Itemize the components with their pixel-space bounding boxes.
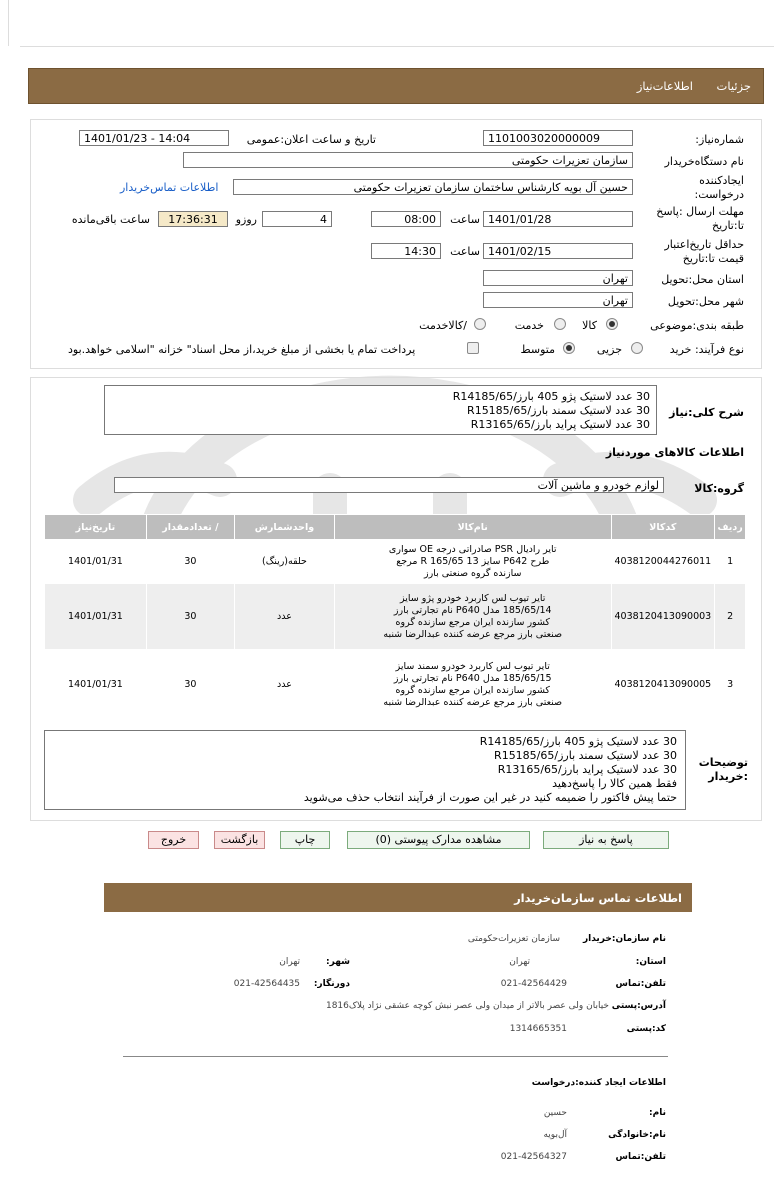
contact-phone-label: تلفن:تماس: [615, 979, 666, 989]
org-field: سازمان تعزیرات حکومتی: [183, 152, 633, 168]
deadline-time-field: 08:00: [371, 211, 441, 227]
notes-box: [44, 730, 686, 810]
cell-unit: عدد: [234, 650, 334, 720]
creator-phone-label: تلفن:تماس: [615, 1152, 666, 1162]
category-label: طبقه بندی:موضوعی: [650, 319, 744, 332]
table-row: [45, 584, 746, 650]
items-table: [44, 514, 746, 720]
cell-name: تایر تیوب لس کاربرد خودرو سمند سایز 185/65/15 مدل P640 نام تجارتی بارز کشور سازنده ایران مرجع سازنده گروه صنعتی بارز مرجع عرضه کننده عبدالرضا شنبه: [334, 650, 611, 720]
province-label: استان محل:تحویل: [661, 273, 744, 286]
notes-line: 30 عدد لاستیک پراید بارز/R13165/65: [497, 763, 677, 776]
process-label: نوع فرآیند: خرید: [669, 343, 744, 356]
goods-group-field: لوازم خودرو و ماشین آلات: [114, 477, 664, 493]
contact-header: [104, 883, 692, 912]
contact-address-label: آدرس:پستی: [611, 1001, 666, 1011]
contact-province-value: تهران: [509, 957, 530, 967]
creator-info-title: اطلاعات ایجاد کننده:درخواست: [531, 1078, 666, 1088]
cell-row: 1: [715, 540, 746, 584]
contact-city-label: شهر:: [326, 957, 350, 967]
cell-date: 1401/01/31: [45, 584, 147, 650]
city-field: تهران: [483, 292, 633, 308]
col-code: کدکالا: [611, 515, 715, 540]
category-goods-label: کالا: [582, 319, 597, 332]
cell-qty: 30: [146, 540, 234, 584]
cell-qty: 30: [146, 650, 234, 720]
process-medium-label: متوسط: [520, 343, 555, 356]
back-button[interactable]: بازگشت: [214, 831, 265, 849]
contact-fax-label: دورنگار:: [313, 979, 350, 989]
col-unit: واحدشمارش: [234, 515, 334, 540]
contact-postal-label: کد:پستی: [626, 1024, 666, 1034]
summary-line: 30 عدد لاستیک پژو 405 بارز/R14185/65: [452, 390, 650, 403]
cell-name: تایر رادیال PSR صادراتی درجه OE سواری طرح P642 سایز R 165/65 13 مرجع سازنده گروه صنعتی بارز: [334, 540, 611, 584]
print-button[interactable]: چاپ: [280, 831, 330, 849]
col-name: نام‌کالا: [334, 515, 611, 540]
remaining-label: ساعت باقی‌مانده: [71, 213, 150, 226]
tab-need-info[interactable]: اطلاعات‌نیاز: [636, 79, 693, 93]
validity-time-field: 14:30: [371, 243, 441, 259]
process-minor-label: جزیی: [596, 343, 622, 356]
cell-qty: 30: [146, 584, 234, 650]
creator-family-value: آل‌بویه: [543, 1130, 567, 1140]
summary-line: 30 عدد لاستیک پراید بارز/R13165/65: [470, 418, 650, 431]
validity-time-label: ساعت: [450, 245, 480, 258]
notes-line: حتما پیش فاکتور را ضمیمه کنید در غیر این صورت از فرآیند انتخاب حذف می‌شوید: [303, 791, 677, 804]
category-service-label: خدمت: [514, 319, 544, 332]
cell-code: 4038120413090005: [611, 650, 715, 720]
contact-divider: [123, 1056, 668, 1057]
announce-label: تاریخ و ساعت اعلان:عمومی: [246, 133, 376, 146]
deadline-time-label: ساعت: [450, 213, 480, 226]
days-field: 4: [262, 211, 332, 227]
validity-label: حداقل تاریخ‌اعتبار قیمت تا:تاریخ: [664, 238, 744, 265]
contact-city-value: تهران: [279, 957, 300, 967]
notes-label: توضیحات :خریدار: [698, 756, 748, 783]
announce-field: 1401/01/23 - 14:04: [79, 130, 229, 146]
creator-label: ایجادکننده درخواست:: [694, 174, 744, 201]
cell-date: 1401/01/31: [45, 650, 147, 720]
contact-fax-value: 021-42564435: [233, 979, 300, 989]
reply-button[interactable]: پاسخ به نیاز: [543, 831, 669, 849]
buyer-contact-link[interactable]: اطلاعات تماس‌خریدار: [120, 181, 219, 194]
remaining-time-field: 17:36:31: [158, 211, 228, 227]
category-both-label: /کالاخدمت: [419, 319, 467, 332]
contact-org-label: نام سازمان:خریدار: [582, 934, 666, 944]
top-divider: [20, 46, 774, 47]
tab-bar: [28, 68, 764, 104]
category-radio-service[interactable]: [554, 318, 566, 330]
top-left-line: [8, 0, 9, 46]
category-radio-both[interactable]: [474, 318, 486, 330]
category-radio-goods[interactable]: [606, 318, 618, 330]
notes-line: 30 عدد لاستیک پژو 405 بارز/R14185/65: [479, 735, 677, 748]
treasury-checkbox[interactable]: [467, 342, 479, 354]
col-row: ردیف: [715, 515, 746, 540]
goods-group-label: گروه:کالا: [694, 482, 744, 495]
creator-family-label: نام:خانوادگی: [608, 1130, 666, 1140]
cell-row: 3: [715, 650, 746, 720]
creator-name-value: حسین: [543, 1108, 567, 1118]
contact-province-label: استان:: [635, 957, 666, 967]
need-number-field: 1101003020000009: [483, 130, 633, 146]
creator-phone-value: 021-42564327: [500, 1152, 567, 1162]
col-qty: / تعدادمقدار: [146, 515, 234, 540]
org-label: نام دستگاه‌خریدار: [664, 155, 744, 168]
notes-line: 30 عدد لاستیک سمند بارز/R15185/65: [494, 749, 677, 762]
days-label: روزو: [235, 213, 257, 226]
creator-field: حسین آل بویه کارشناس ساختمان سازمان تعزیرات حکومتی: [233, 179, 633, 195]
deadline-date-field: 1401/01/28: [483, 211, 633, 227]
validity-date-field: 1401/02/15: [483, 243, 633, 259]
cell-code: 4038120413090003: [611, 584, 715, 650]
cell-date: 1401/01/31: [45, 540, 147, 584]
contact-title: اطلاعات تماس سازمان‌خریدار: [514, 891, 682, 905]
table-row: [45, 540, 746, 584]
summary-box: [104, 385, 657, 435]
process-radio-minor[interactable]: [631, 342, 643, 354]
deadline-label: مهلت ارسال :پاسخ تا:تاریخ: [656, 205, 744, 232]
table-row: [45, 650, 746, 720]
cell-row: 2: [715, 584, 746, 650]
cell-unit: عدد: [234, 584, 334, 650]
contact-phone-value: 021-42564429: [500, 979, 567, 989]
contact-address-value: خیابان ولی عصر بالاتر از میدان ولی عصر نبش کوچه عشقی نژاد پلاک1816: [325, 1001, 609, 1011]
tab-details[interactable]: جزئیات: [716, 79, 751, 93]
cell-unit: حلقه(رینگ): [234, 540, 334, 584]
goods-title: اطلاعات کالاهای موردنیاز: [605, 446, 744, 459]
need-number-label: شماره‌نیاز:: [695, 133, 744, 146]
province-field: تهران: [483, 270, 633, 286]
city-label: شهر محل:تحویل: [667, 295, 744, 308]
cell-code: 4038120044276011: [611, 540, 715, 584]
contact-postal-value: 1314665351: [509, 1024, 567, 1034]
exit-button[interactable]: خروج: [148, 831, 199, 849]
cell-name: تایر تیوب لس کاربرد خودرو پژو سایز 185/65/14 مدل P640 نام تجارتی بارز کشور سازنده ایران مرجع سازنده گروه صنعتی بارز مرجع عرضه کننده عبدالرضا شنبه: [334, 584, 611, 650]
attachments-button[interactable]: مشاهده مدارک پیوستی (0): [347, 831, 530, 849]
summary-line: 30 عدد لاستیک سمند بارز/R15185/65: [467, 404, 650, 417]
contact-org-value: سازمان تعزیرات‌حکومتی: [467, 934, 560, 944]
notes-line: فقط همین کالا را پاسخ‌دهید: [552, 777, 677, 790]
treasury-text: پرداخت تمام یا بخشی از مبلغ خرید،از محل اسناد" خزانه "اسلامی خواهد.بود: [68, 343, 416, 356]
process-radio-medium[interactable]: [563, 342, 575, 354]
col-date: تاریخ‌نیاز: [45, 515, 147, 540]
creator-name-label: نام:: [649, 1108, 666, 1118]
summary-label: شرح کلی:نیاز: [669, 406, 744, 419]
